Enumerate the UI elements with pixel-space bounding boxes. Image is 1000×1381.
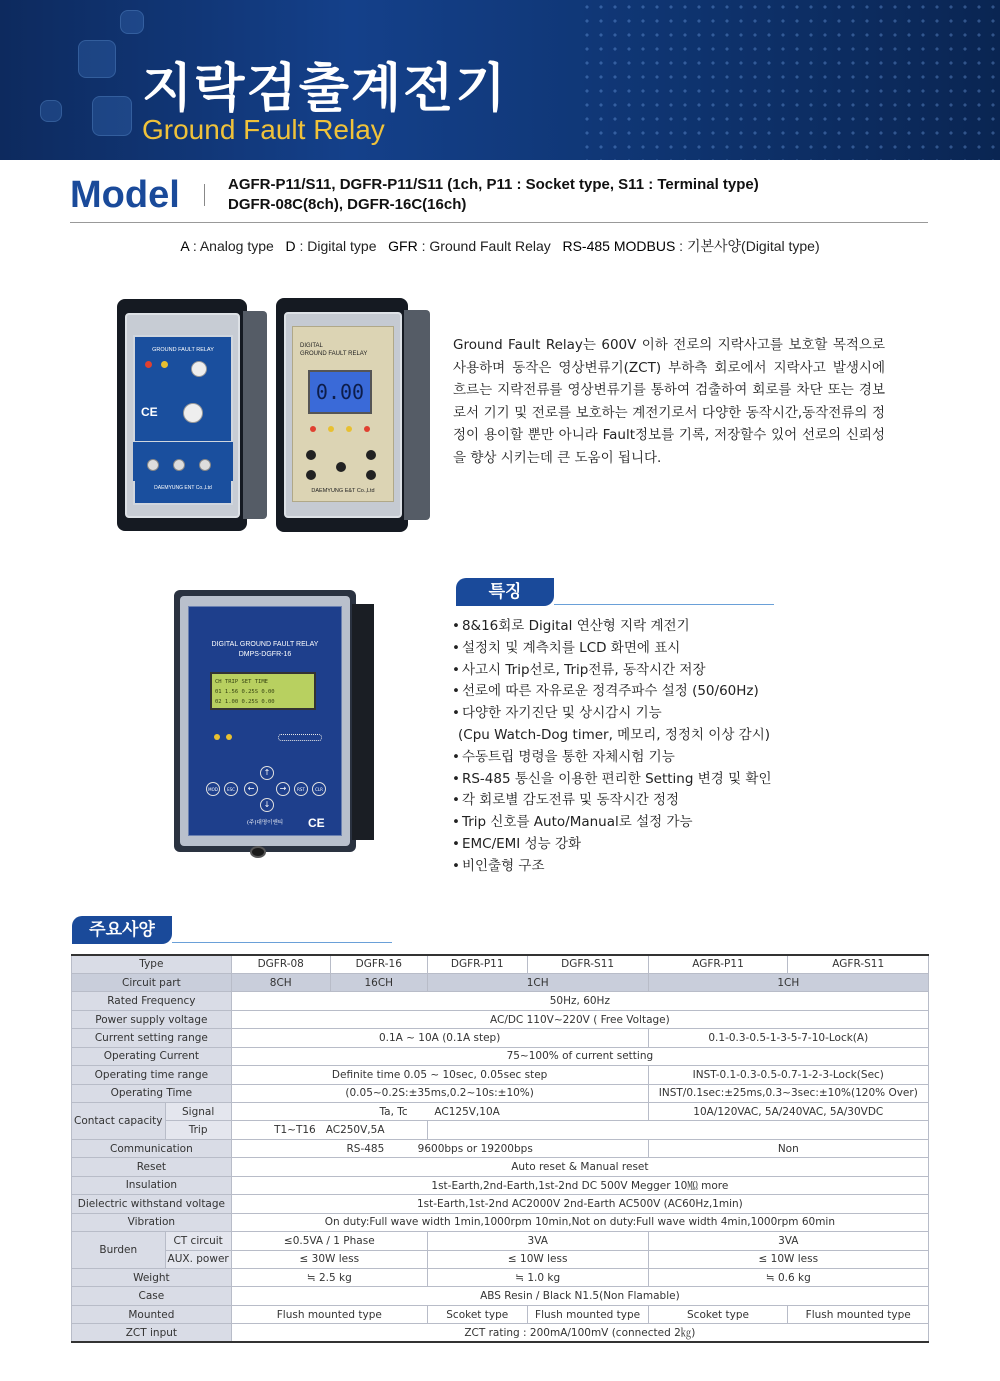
- product-description: Ground Fault Relay는 600V 이하 전로의 지락사고를 보호할 목적으로 사용하며 동작은 영상변류기(ZCT) 부하측 회로에서 지락사고 발생시에 흐르는 지락전류를 영상변류기를 통하여 검출하여 회로를 차단 또는 경보로서 기기 및 전로를 보호하는 계전기로서 다양한 동작시간,동작전류의 정정이 용이할 뿐만 아니라 Fault정보를 기록, 저장할수 있어 선로의 신뢰성을 향상 시키는데 큰 도움이 됩니다.: [453, 337, 885, 466]
- list-item: • EMC/EMI 성능 강화: [452, 834, 772, 856]
- list-item: • 설정치 및 계측치를 LCD 화면에 표시: [452, 638, 772, 660]
- digital-title-line-2: GROUND FAULT RELAY: [300, 351, 368, 357]
- table-cell: Ta, Tc AC125V,10A: [231, 1103, 648, 1121]
- right-arrow-button[interactable]: →: [276, 782, 290, 796]
- led-icon: [328, 426, 334, 432]
- list-item: • 선로에 따른 자유로운 정격주파수 설정 (50/60Hz): [452, 681, 772, 703]
- multi-title-line-1: DIGITAL GROUND FAULT RELAY: [211, 641, 319, 648]
- table-cell: ≤ 10W less: [648, 1250, 928, 1268]
- power-led-icon: [145, 361, 152, 368]
- table-cell: DGFR-P11: [427, 955, 527, 973]
- features-heading: 특징: [456, 578, 554, 606]
- list-item: • 비인출형 구조: [452, 856, 772, 878]
- table-cell: AGFR-S11: [788, 955, 929, 973]
- test-button[interactable]: [147, 459, 159, 471]
- features-list: [452, 616, 772, 878]
- list-item: • 수동트립 명령을 통한 자체시험 기능: [452, 747, 772, 769]
- digital-title-line-1: DIGITAL: [300, 343, 323, 349]
- model-line-1: AGFR-P11/S11, DGFR-P11/S11 (1ch, P11 : Socket type, S11 : Terminal type): [228, 176, 759, 193]
- table-cell: 75~100% of current setting: [231, 1047, 928, 1065]
- table-cell: 1CH: [427, 973, 648, 991]
- ce-mark: CE: [141, 405, 158, 419]
- table-row: [72, 1029, 929, 1047]
- table-cell: Scoket type: [648, 1305, 788, 1323]
- esc-button[interactable]: ESC: [224, 782, 238, 796]
- table-cell: INST-0.1-0.3-0.5-0.7-1-2-3-Lock(Sec): [648, 1066, 928, 1084]
- multi-lcd-display: [210, 672, 316, 710]
- type-legend: [0, 236, 1000, 256]
- analog-title-label: GROUND FAULT RELAY: [152, 347, 214, 353]
- row-label: Burden: [72, 1232, 166, 1269]
- table-cell: Flush mounted type: [231, 1305, 427, 1323]
- model-rule: [70, 222, 928, 223]
- led-icon: [310, 426, 316, 432]
- row-sublabel: Signal: [165, 1103, 231, 1121]
- spec-table: [71, 954, 929, 1343]
- row-label: Type: [72, 955, 232, 973]
- legend-a-key: A: [180, 238, 189, 254]
- table-cell: 1st-Earth,1st-2nd AC2000V 2nd-Earth AC500V (AC60Hz,1min): [231, 1195, 928, 1213]
- row-label: Contact capacity: [72, 1103, 166, 1140]
- row-label: Case: [72, 1287, 232, 1305]
- legend-d-key: D: [285, 238, 296, 254]
- banner-square: [120, 10, 144, 34]
- led-icon: [346, 426, 352, 432]
- table-cell: 3VA: [427, 1232, 648, 1250]
- led-icon: [364, 426, 370, 432]
- list-item: • 8&16회로 Digital 연산형 지락 계전기: [452, 616, 772, 638]
- row-label: Mounted: [72, 1305, 232, 1323]
- row-label: Current setting range: [72, 1029, 232, 1047]
- table-cell: 10A/120VAC, 5A/240VAC, 5A/30VDC: [648, 1103, 928, 1121]
- table-row: [72, 992, 929, 1010]
- table-cell: DGFR-16: [330, 955, 427, 973]
- row-sublabel: AUX. power: [165, 1250, 231, 1268]
- left-arrow-button[interactable]: ←: [244, 782, 258, 796]
- spec-heading: 주요사양: [72, 916, 172, 944]
- table-row: [72, 1066, 929, 1084]
- table-row: [72, 1305, 929, 1323]
- table-cell: DGFR-08: [231, 955, 330, 973]
- multi-title-line-2: DMPS-DGFR-16: [238, 651, 292, 658]
- model-line-2: DGFR-08C(8ch), DGFR-16C(16ch): [228, 196, 467, 213]
- legend-gfr-key: GFR: [388, 238, 418, 254]
- table-cell: Flush mounted type: [527, 1305, 648, 1323]
- table-cell: AC/DC 110V~220V ( Free Voltage): [231, 1010, 928, 1028]
- table-cell: T1~T16 AC250V,5A: [231, 1121, 427, 1139]
- banner-square: [40, 100, 62, 122]
- spec-rule: [172, 942, 392, 943]
- up-button[interactable]: [366, 450, 376, 460]
- table-cell: 16CH: [330, 973, 427, 991]
- mod-button[interactable]: MOD: [206, 782, 220, 796]
- digital-relay-image: [276, 298, 430, 532]
- row-label: Dielectric withstand voltage: [72, 1195, 232, 1213]
- table-row: [72, 1084, 929, 1102]
- table-row: [72, 955, 929, 973]
- list-item: (Cpu Watch-Dog timer, 메모리, 정정치 이상 감시): [458, 726, 771, 743]
- esc-cla-button[interactable]: [306, 470, 316, 480]
- test-button[interactable]: [336, 462, 346, 472]
- table-cell: 0.1A ~ 10A (0.1A step): [231, 1029, 648, 1047]
- table-cell: Scoket type: [427, 1305, 527, 1323]
- table-row: [72, 1250, 929, 1268]
- analog-relay-image: [117, 299, 267, 531]
- table-cell: 1st-Earth,2nd-Earth,1st-2nd DC 500V Megger 10㏁ more: [231, 1176, 928, 1194]
- row-label: Operating time range: [72, 1066, 232, 1084]
- table-cell: AGFR-P11: [648, 955, 788, 973]
- table-row: [72, 1287, 929, 1305]
- auto-manu-button[interactable]: [173, 459, 185, 471]
- row-label: Weight: [72, 1268, 232, 1286]
- table-row: [72, 1324, 929, 1342]
- row-label: Vibration: [72, 1213, 232, 1231]
- list-item: • 사고시 Trip선로, Trip전류, 동작시간 저장: [452, 660, 772, 682]
- legend-a-value: : Analog type: [188, 238, 286, 254]
- page-title: 지락검출계전기: [142, 59, 508, 119]
- row-label: Communication: [72, 1139, 232, 1157]
- row-label: Rated Frequency: [72, 992, 232, 1010]
- list-item: • Trip 신호를 Auto/Manual로 설정 가능: [452, 812, 772, 834]
- table-cell: 3VA: [648, 1232, 928, 1250]
- table-cell: (0.05~0.2S:±35ms,0.2~10s:±10%): [231, 1084, 648, 1102]
- table-cell: [427, 1121, 928, 1139]
- list-item: • 다양한 자기진단 및 상시감시 기능: [452, 703, 772, 725]
- table-cell: RS-485 9600bps or 19200bps: [231, 1139, 648, 1157]
- ce-mark: CE: [308, 816, 325, 830]
- table-cell: 50Hz, 60Hz: [231, 992, 928, 1010]
- banner-square: [92, 96, 132, 136]
- table-cell: Non: [648, 1139, 928, 1157]
- table-cell: DGFR-S11: [527, 955, 648, 973]
- table-cell: INST/0.1sec:±25ms,0.3~3sec:±10%(120% Over): [648, 1084, 928, 1102]
- legend-rs-key: RS-485 MODBUS: [562, 238, 676, 254]
- multi-maker-label: (주)대명이앤티: [246, 820, 284, 826]
- clr-button[interactable]: CLR: [312, 782, 326, 796]
- list-item: • 각 회로별 감도전류 및 동작시간 정정: [452, 790, 772, 812]
- row-label: Operating Time: [72, 1084, 232, 1102]
- table-cell: ≒ 1.0 kg: [427, 1268, 648, 1286]
- legend-d-value: : Digital type: [295, 238, 389, 254]
- table-cell: ≤0.5VA / 1 Phase: [231, 1232, 427, 1250]
- row-label: Power supply voltage: [72, 1010, 232, 1028]
- legend-gfr-value: : Ground Fault Relay: [417, 238, 563, 254]
- table-row: [72, 1010, 929, 1028]
- table-cell: 0.1-0.3-0.5-1-3-5-7-10-Lock(A): [648, 1029, 928, 1047]
- table-cell: 8CH: [231, 973, 330, 991]
- row-label: Reset: [72, 1158, 232, 1176]
- features-rule: [554, 604, 774, 605]
- mounting-screw-icon: [250, 846, 266, 858]
- table-cell: On duty:Full wave width 1min,1000rpm 10min,Not on duty:Full wave width 4min,1000rpm 60min: [231, 1213, 928, 1231]
- row-label: ZCT input: [72, 1324, 232, 1342]
- lcd-line: 02 1.00 0.25S 0.00: [215, 699, 275, 705]
- table-cell: ≤ 30W less: [231, 1250, 427, 1268]
- time-knob-icon: [183, 403, 203, 423]
- table-row: [72, 1268, 929, 1286]
- table-cell: Flush mounted type: [788, 1305, 929, 1323]
- lcd-display: 0.00: [308, 370, 372, 414]
- model-divider: [204, 184, 205, 206]
- table-row: [72, 973, 929, 991]
- table-row: [72, 1047, 929, 1065]
- fault-led-icon: [161, 361, 168, 368]
- channel-led-row: [278, 734, 322, 741]
- page-subtitle: Ground Fault Relay: [142, 114, 385, 145]
- header-banner: [0, 0, 1000, 160]
- table-cell: Definite time 0.05 ~ 10sec, 0.05sec step: [231, 1066, 648, 1084]
- table-row: [72, 1176, 929, 1194]
- table-row: [72, 1213, 929, 1231]
- led-icon: [226, 734, 232, 740]
- down-button[interactable]: [366, 470, 376, 480]
- multi-channel-relay-image: [174, 590, 374, 860]
- table-cell: 1CH: [648, 973, 928, 991]
- banner-square: [78, 40, 116, 78]
- lcd-line: 01 1.56 0.25S 0.00: [215, 689, 275, 695]
- table-cell: ABS Resin / Black N1.5(Non Flamable): [231, 1287, 928, 1305]
- digital-maker-label: DAEMYUNG E&T Co.,Ltd: [311, 488, 375, 494]
- table-cell: Auto reset & Manual reset: [231, 1158, 928, 1176]
- mode-ent-button[interactable]: [306, 450, 316, 460]
- row-sublabel: CT circuit: [165, 1232, 231, 1250]
- table-row: [72, 1121, 929, 1139]
- reset-button[interactable]: [199, 459, 211, 471]
- row-label: Insulation: [72, 1176, 232, 1194]
- down-arrow-button[interactable]: ↓: [260, 798, 274, 812]
- row-label: Circuit part: [72, 973, 232, 991]
- model-heading: Model: [70, 174, 180, 216]
- banner-dot-pattern: [580, 0, 1000, 160]
- table-cell: ≒ 0.6 kg: [648, 1268, 928, 1286]
- analog-maker-label: DAEMYUNG ENT Co.,Ltd: [154, 485, 212, 491]
- table-cell: ZCT rating : 200mA/100mV (connected 2㎏): [231, 1324, 928, 1342]
- row-label: Operating Current: [72, 1047, 232, 1065]
- lcd-line: CH TRIP SET TIME: [215, 679, 268, 685]
- rst-button[interactable]: RST: [294, 782, 308, 796]
- legend-rs-value: : 기본사양(Digital type): [675, 238, 820, 254]
- up-arrow-button[interactable]: ↑: [260, 766, 274, 780]
- current-knob-icon: [191, 361, 207, 377]
- table-row: [72, 1103, 929, 1121]
- table-row: [72, 1158, 929, 1176]
- table-cell: ≤ 10W less: [427, 1250, 648, 1268]
- led-icon: [214, 734, 220, 740]
- table-row: [72, 1232, 929, 1250]
- row-sublabel: Trip: [165, 1121, 231, 1139]
- table-row: [72, 1139, 929, 1157]
- table-cell: ≒ 2.5 kg: [231, 1268, 427, 1286]
- table-row: [72, 1195, 929, 1213]
- list-item: • RS-485 통신을 이용한 편리한 Setting 변경 및 확인: [452, 769, 772, 791]
